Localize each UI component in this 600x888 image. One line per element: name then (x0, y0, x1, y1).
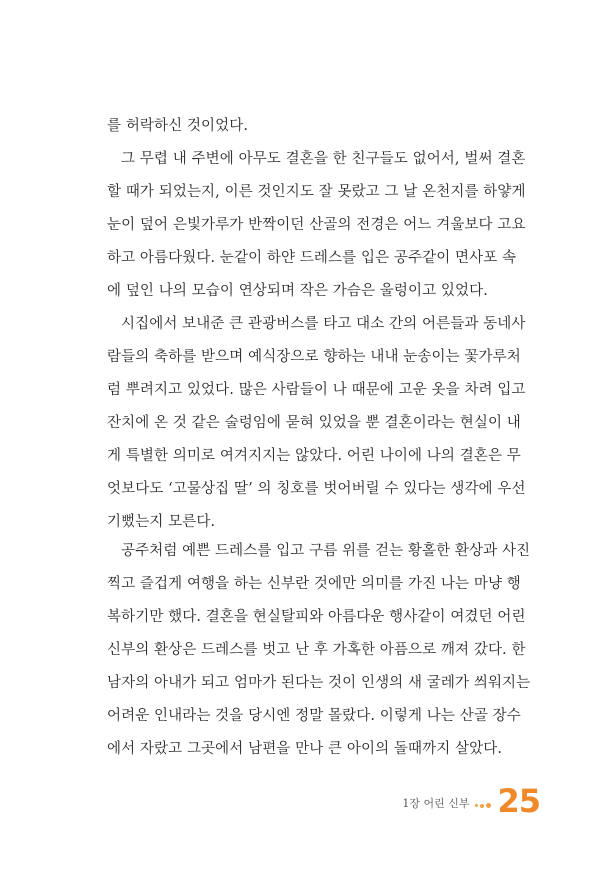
text-line: 에 덮인 나의 모습이 연상되며 작은 가슴은 울렁이고 있었다. (107, 283, 488, 299)
text-block-upper (107, 110, 526, 539)
paragraph-2 (107, 143, 526, 308)
text-line: 복하기만 했다. 결혼을 현실탈피와 아름다운 행사같이 여겼던 어린 (107, 609, 526, 625)
paragraph-3 (107, 308, 526, 539)
text-line: 어려운 인내라는 것을 당시엔 정말 몰랐다. 이렇게 나는 산골 장수 (107, 708, 521, 724)
text-line: 하고 아름다웠다. 눈같이 하얀 드레스를 입은 공주같이 면사포 속 (107, 250, 517, 266)
text-line: 신부의 환상은 드레스를 벗고 난 후 가혹한 아픔으로 깨져 갔다. 한 (107, 642, 526, 658)
page-footer (402, 782, 540, 820)
text-block-lower (107, 535, 531, 766)
page-number: 25 (497, 782, 540, 820)
dots-ornament-icon (475, 803, 493, 808)
text-line: 공주처럼 예쁜 드레스를 입고 구름 위를 걷는 황홀한 환상과 사진 (121, 543, 531, 559)
text-line: 게 특별한 의미로 여겨지지는 않았다. 어린 나이에 나의 결혼은 무 (107, 448, 521, 464)
paragraph-4 (107, 535, 531, 766)
text-line: 기뻤는지 모른다. (107, 514, 216, 530)
paragraph-1 (107, 110, 505, 143)
text-line: 할 때가 되었는지, 이른 것인지도 잘 못랐고 그 날 온천지를 하얗게 (107, 184, 526, 200)
text-line: 럼 뿌려지고 있었다. 많은 사람들이 나 때문에 고운 옷을 차려 입고 (107, 382, 526, 398)
text-line: 를 허락하신 것이었다. (107, 118, 249, 134)
text-line: 람들의 축하를 받으며 예식장으로 향하는 내내 눈송이는 꽃가루처 (107, 349, 521, 365)
text-line: 그 무렵 내 주변에 아무도 결혼을 한 친구들도 없어서, 벌써 결혼 (121, 151, 526, 167)
text-line: 남자의 아내가 되고 엄마가 된다는 것이 인생의 새 굴레가 씌워지는 (107, 675, 531, 691)
chapter-label: 1장 어린 신부 (402, 797, 470, 810)
text-line: 눈이 덮어 은빛가루가 반짝이던 산골의 전경은 어느 겨울보다 고요 (107, 217, 526, 233)
text-line: 시집에서 보내준 큰 관광버스를 타고 대소 간의 어른들과 동네사 (121, 316, 526, 332)
text-line: 찍고 즐겁게 여행을 하는 신부란 것에만 의미를 가진 나는 마냥 행 (107, 576, 521, 592)
text-line: 엇보다도 ‘고물상집 딸’ 의 칭호를 벗어버릴 수 있다는 생각에 우선 (107, 481, 526, 497)
text-line: 잔치에 온 것 같은 술렁임에 묻혀 있었을 뿐 결혼이라는 현실이 내 (107, 415, 521, 431)
text-line: 에서 자랐고 그곳에서 남편을 만나 큰 아이의 돌때까지 살았다. (107, 741, 503, 757)
